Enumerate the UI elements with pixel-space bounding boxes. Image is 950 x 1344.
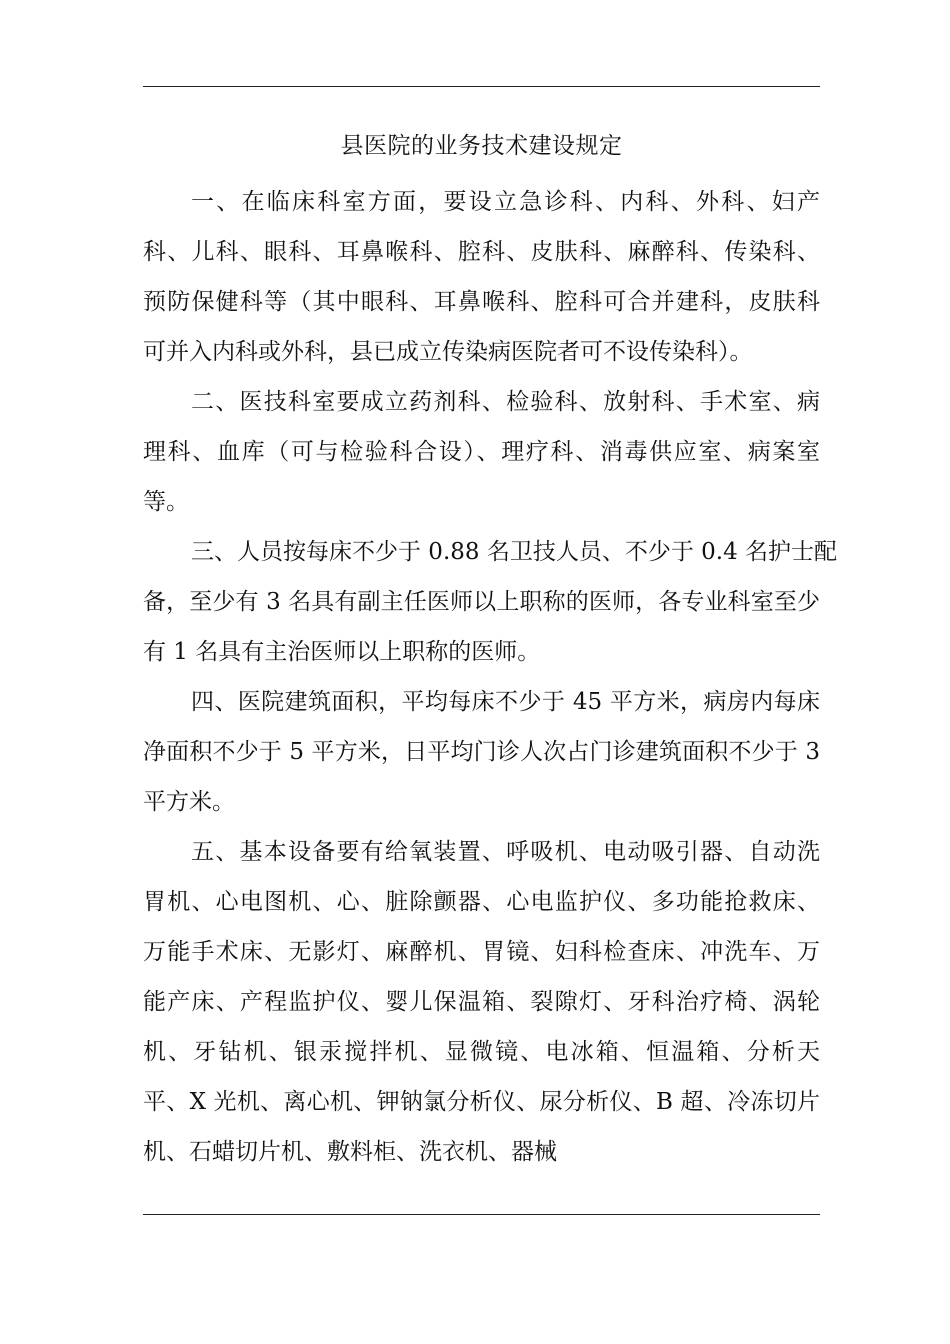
paragraph-1-line-4: 可并入内科或外科，县已成立传染病医院者可不设传染科）。 [143, 339, 753, 365]
paragraph-5-line-6: 平、X 光机、离心机、钾钠氯分析仪、尿分析仪、B 超、冷冻切片 [143, 1089, 820, 1115]
paragraph-3-line-2: 备，至少有 3 名具有副主任医师以上职称的医师，各专业科室至少 [143, 589, 820, 615]
paragraph-5-line-1: 五、基本设备要有给氧装置、呼吸机、电动吸引器、自动洗 [191, 839, 820, 865]
paragraph-5-line-7: 机、石蜡切片机、敷料柜、洗衣机、器械 [143, 1139, 557, 1165]
paragraph-5-line-3: 万能手术床、无影灯、麻醉机、胃镜、妇科检查床、冲洗车、万 [143, 939, 820, 965]
paragraph-2-line-1: 二、医技科室要成立药剂科、检验科、放射科、手术室、病 [191, 389, 820, 415]
footer-rule [143, 1214, 820, 1215]
paragraph-2-line-2: 理科、血库（可与检验科合设）、理疗科、消毒供应室、病案室 [143, 439, 820, 465]
paragraph-5-line-4: 能产床、产程监护仪、婴儿保温箱、裂隙灯、牙科治疗椅、涡轮 [143, 989, 820, 1015]
paragraph-3-line-3: 有 1 名具有主治医师以上职称的医师。 [143, 639, 541, 665]
paragraph-4-line-3: 平方米。 [143, 789, 235, 815]
paragraph-5-line-2: 胃机、心电图机、心、脏除颤器、心电监护仪、多功能抢救床、 [143, 889, 820, 915]
paragraph-2-line-3: 等。 [143, 489, 189, 515]
paragraph-1-line-2: 科、儿科、眼科、耳鼻喉科、腔科、皮肤科、麻醉科、传染科、 [143, 239, 820, 265]
paragraph-1-line-3: 预防保健科等（其中眼科、耳鼻喉科、腔科可合并建科，皮肤科 [143, 289, 820, 315]
document-title: 县医院的业务技术建设规定 [340, 133, 623, 159]
paragraph-4-line-1: 四、医院建筑面积，平均每床不少于 45 平方米，病房内每床 [191, 689, 820, 715]
paragraph-4-line-2: 净面积不少于 5 平方米，日平均门诊人次占门诊建筑面积不少于 3 [143, 739, 820, 765]
paragraph-3-line-1: 三、人员按每床不少于 0.88 名卫技人员、不少于 0.4 名护士配 [191, 539, 838, 565]
paragraph-5-line-5: 机、牙钻机、银汞搅拌机、显微镜、电冰箱、恒温箱、分析天 [143, 1039, 820, 1065]
header-rule [143, 86, 820, 87]
paragraph-1-line-1: 一、在临床科室方面，要设立急诊科、内科、外科、妇产 [191, 189, 820, 215]
